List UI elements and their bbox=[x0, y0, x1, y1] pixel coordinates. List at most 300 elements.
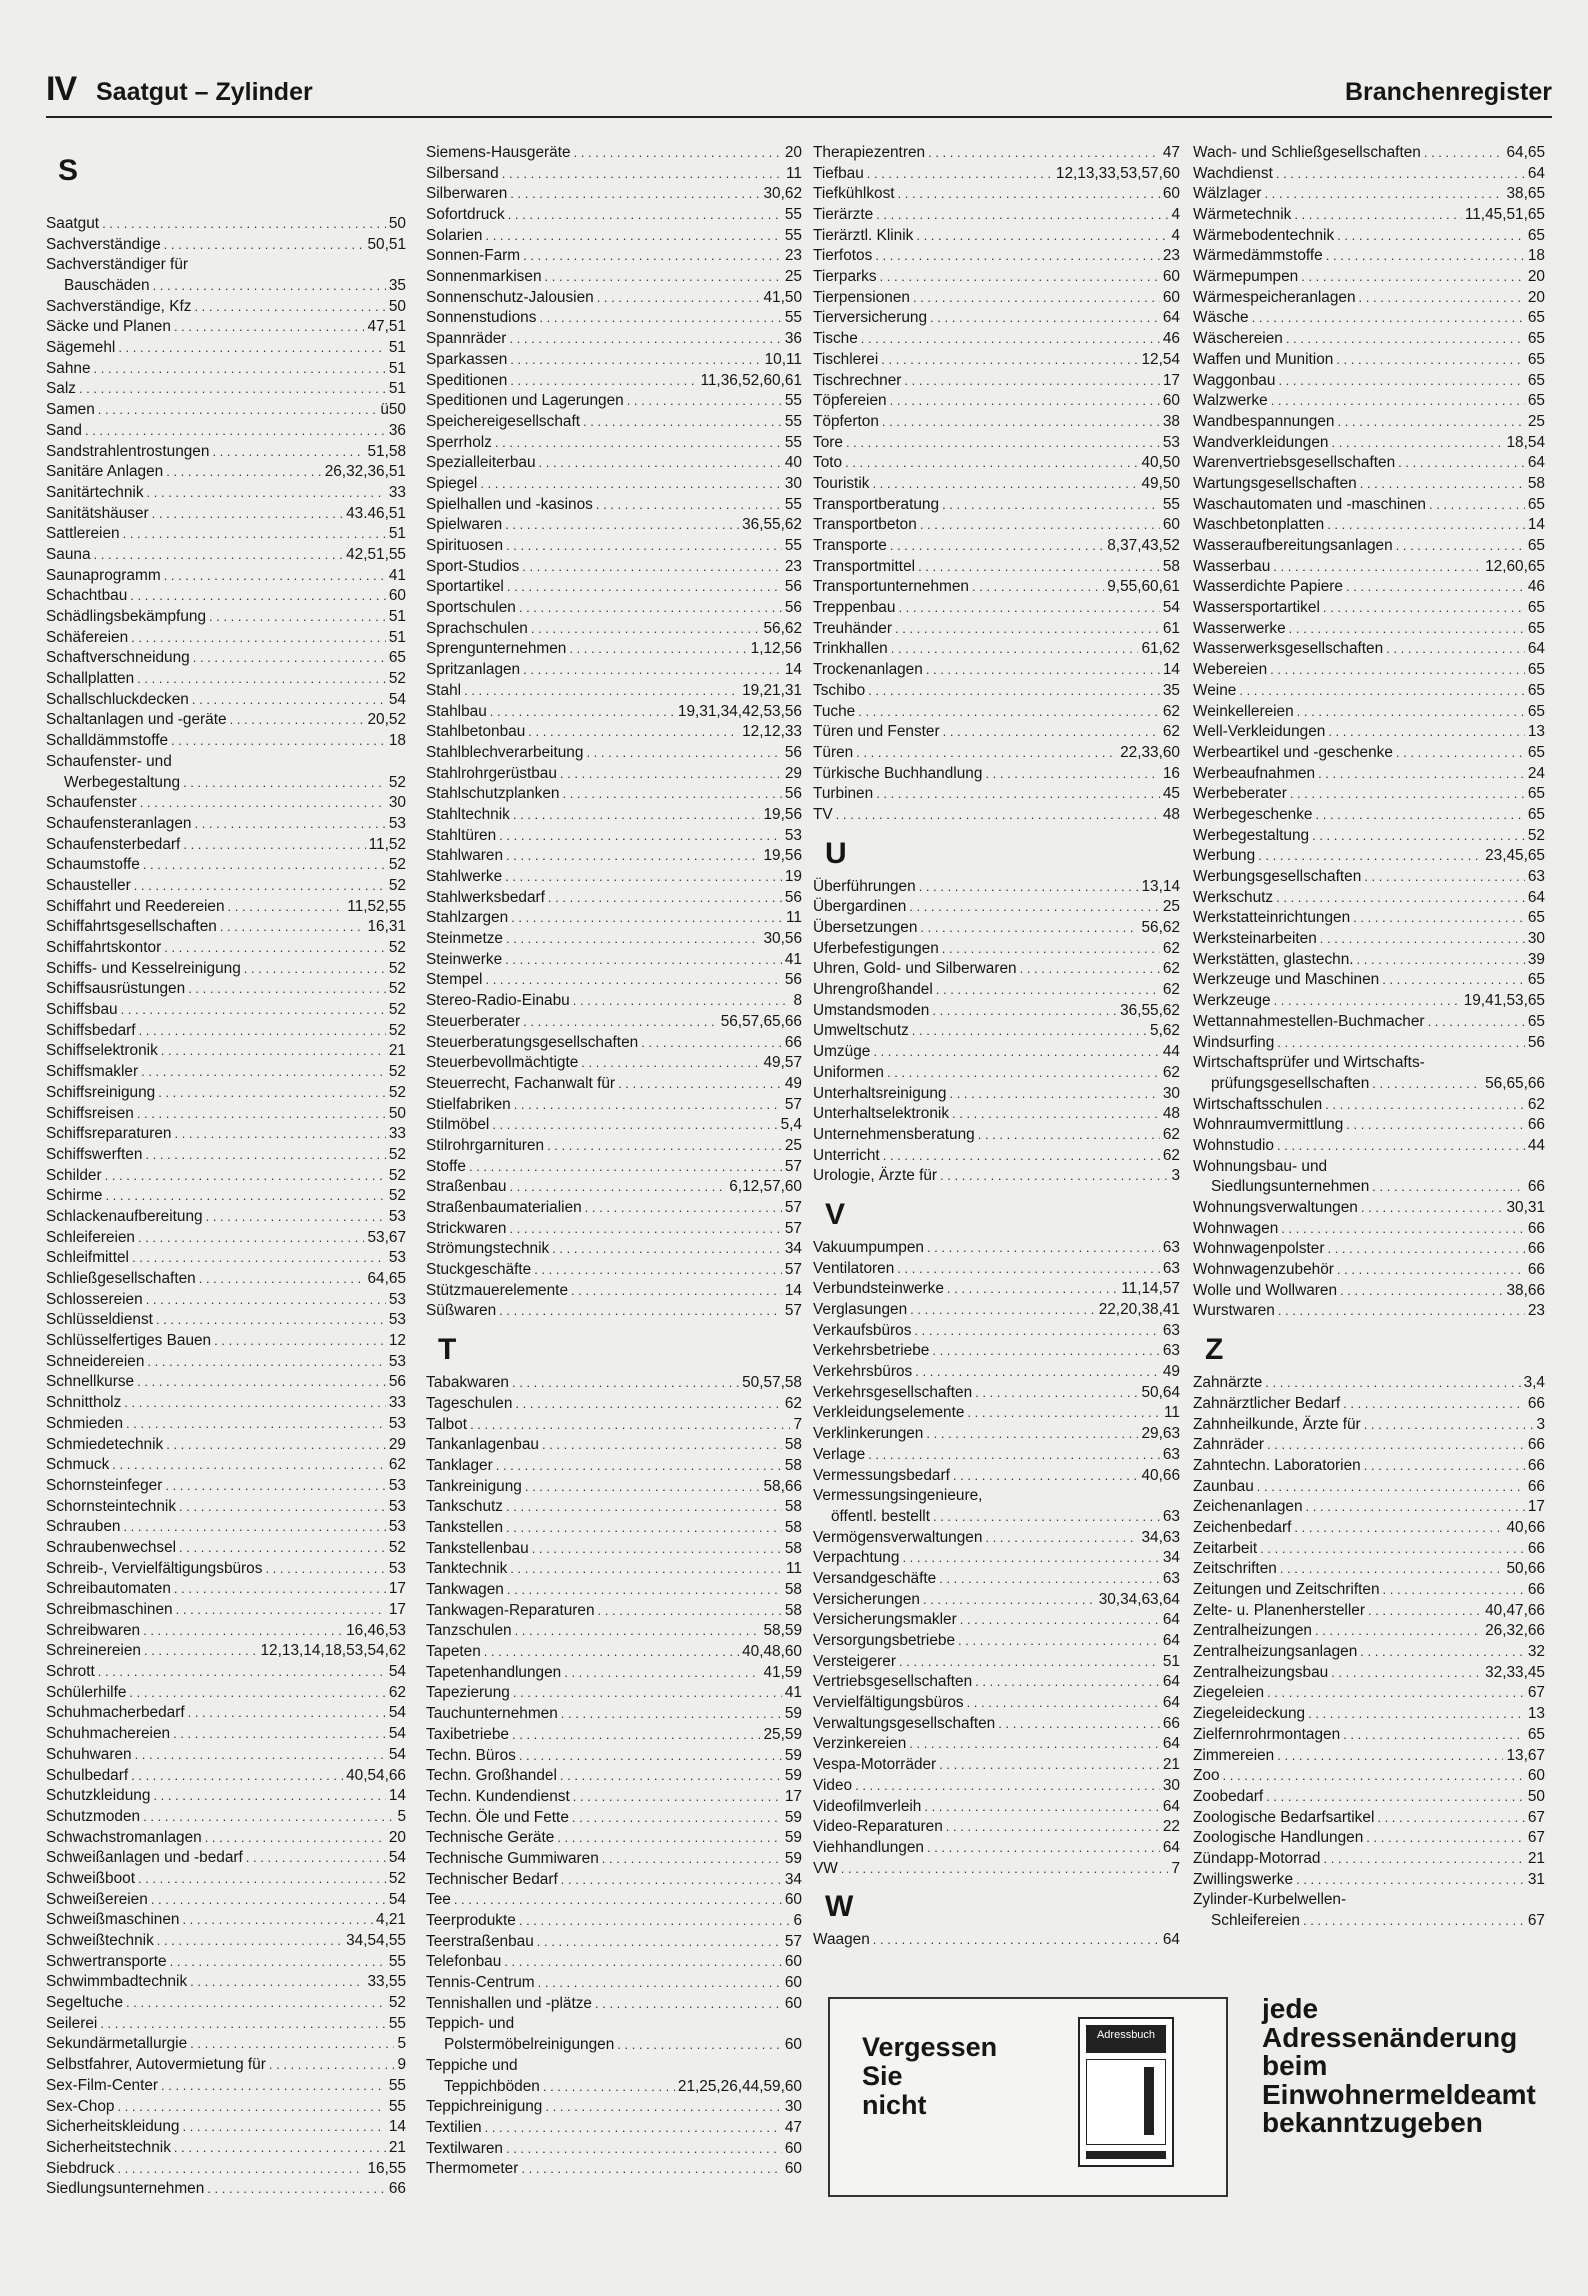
dot-leader bbox=[183, 773, 386, 794]
entry-name: Uhren, Gold- und Silberwaren bbox=[813, 960, 1017, 978]
index-entry bbox=[1193, 1435, 1545, 1456]
dot-leader bbox=[1372, 1177, 1525, 1198]
entry-pages: 63 bbox=[1162, 1259, 1180, 1277]
index-entry bbox=[46, 1497, 406, 1518]
entry-pages: 53 bbox=[388, 1497, 406, 1515]
index-entry bbox=[1193, 391, 1545, 412]
entry-pages: 51 bbox=[388, 608, 406, 626]
entry-name: Schiffselektronik bbox=[46, 1042, 158, 1060]
entry-pages: 40,54,66 bbox=[346, 1766, 406, 1784]
dot-leader bbox=[515, 1621, 761, 1642]
entry-pages: 59 bbox=[784, 1829, 802, 1847]
entry-pages: 52 bbox=[388, 1538, 406, 1556]
index-entry bbox=[46, 959, 406, 980]
index-entry bbox=[1193, 1033, 1545, 1054]
dot-leader bbox=[509, 1219, 781, 1240]
dot-leader bbox=[166, 462, 321, 483]
dot-leader bbox=[923, 1590, 1096, 1611]
entry-name: Verlage bbox=[813, 1445, 866, 1463]
dot-leader bbox=[131, 1766, 343, 1787]
entry-pages: 67 bbox=[1527, 1829, 1545, 1847]
dot-leader bbox=[543, 2077, 675, 2098]
index-entry bbox=[1193, 226, 1545, 247]
entry-name: Versandgeschäfte bbox=[813, 1569, 937, 1587]
entry-name: Segeltuche bbox=[46, 1994, 124, 2012]
entry-pages: 38,65 bbox=[1506, 185, 1545, 203]
index-entry bbox=[813, 877, 1180, 898]
dot-leader bbox=[1372, 1074, 1482, 1095]
dot-leader bbox=[499, 1301, 782, 1322]
dot-leader bbox=[1266, 1787, 1525, 1808]
dot-leader bbox=[230, 710, 365, 731]
entry-pages: 19,31,34,42,53,56 bbox=[677, 702, 802, 720]
dot-leader bbox=[105, 1166, 386, 1187]
entry-pages: 11,52 bbox=[368, 835, 406, 853]
dot-leader bbox=[523, 246, 782, 267]
entry-pages: 14 bbox=[1527, 516, 1545, 534]
dot-leader bbox=[105, 1186, 385, 1207]
entry-pages: 21 bbox=[1527, 1849, 1545, 1867]
entry-pages: 58 bbox=[1162, 557, 1180, 575]
index-entry bbox=[813, 184, 1180, 205]
dot-leader bbox=[583, 412, 782, 433]
dot-leader bbox=[890, 536, 1104, 557]
entry-pages: 55 bbox=[388, 1952, 406, 1970]
entry-name: Wasserwerksgesellschaften bbox=[1193, 640, 1384, 658]
index-entry bbox=[813, 1084, 1180, 1105]
entry-pages: 38,66 bbox=[1506, 1281, 1545, 1299]
entry-pages: 53 bbox=[388, 1476, 406, 1494]
index-entry bbox=[1193, 495, 1545, 516]
entry-pages: 62 bbox=[1162, 723, 1180, 741]
index-entry bbox=[1193, 722, 1545, 743]
entry-pages: 64 bbox=[1162, 1611, 1180, 1629]
dot-leader bbox=[1377, 1808, 1525, 1829]
dot-leader bbox=[914, 1321, 1159, 1342]
dot-leader bbox=[846, 433, 1160, 454]
entry-name: Bauschäden bbox=[64, 277, 150, 295]
dot-leader bbox=[510, 350, 761, 371]
index-entry bbox=[426, 971, 802, 992]
address-book-icon bbox=[1078, 2017, 1174, 2167]
entry-name: Teppichböden bbox=[444, 2077, 540, 2095]
dot-leader bbox=[564, 1663, 760, 1684]
index-entry bbox=[1193, 971, 1545, 992]
entry-pages: 34 bbox=[784, 1240, 802, 1258]
entry-name: Sprengunternehmen bbox=[426, 640, 567, 658]
entry-name: Straßenbau bbox=[426, 1178, 507, 1196]
index-entry bbox=[46, 1828, 406, 1849]
entry-name: Tankwagen bbox=[426, 1581, 504, 1599]
entry-pages: 20 bbox=[1527, 288, 1545, 306]
entry-pages: 50,51 bbox=[367, 235, 406, 253]
entry-name: Tuche bbox=[813, 702, 856, 720]
entry-name: Tankschutz bbox=[426, 1498, 503, 1516]
entry-name: Werkstatteinrichtungen bbox=[1193, 909, 1351, 927]
entry-name: Wirtschaftsprüfer und Wirtschafts- bbox=[1193, 1054, 1425, 1072]
entry-name: Wohnwagenpolster bbox=[1193, 1240, 1325, 1258]
dot-leader bbox=[512, 1725, 760, 1746]
dot-leader bbox=[899, 1652, 1160, 1673]
dot-leader bbox=[939, 1755, 1160, 1776]
index-entry bbox=[46, 545, 406, 566]
dot-leader bbox=[139, 1021, 386, 1042]
index-entry bbox=[813, 1569, 1180, 1590]
entry-pages: 66 bbox=[388, 2180, 406, 2198]
dot-leader bbox=[572, 1808, 782, 1829]
entry-pages: 52 bbox=[388, 1021, 406, 1039]
entry-name: Tierversicherung bbox=[813, 309, 928, 327]
entry-pages: 44 bbox=[1162, 1043, 1180, 1061]
entry-name: Schiffswerften bbox=[46, 1145, 143, 1163]
entry-name: Schiffahrt und Reedereien bbox=[46, 897, 225, 915]
entry-pages: 66 bbox=[1527, 1394, 1545, 1412]
entry-pages: 62 bbox=[1162, 960, 1180, 978]
entry-name: Salz bbox=[46, 380, 76, 398]
entry-name: Wälzlager bbox=[1193, 185, 1262, 203]
entry-pages: 62 bbox=[1162, 1125, 1180, 1143]
dot-leader bbox=[511, 908, 783, 929]
entry-name: Spielwaren bbox=[426, 516, 503, 534]
index-entry bbox=[813, 474, 1180, 495]
entry-pages: 38 bbox=[1162, 412, 1180, 430]
entry-name: Schlackenaufbereitung bbox=[46, 1207, 203, 1225]
entry-pages: 52 bbox=[388, 1187, 406, 1205]
dot-leader bbox=[880, 267, 1160, 288]
index-entry bbox=[813, 1063, 1180, 1084]
index-entry bbox=[813, 1590, 1180, 1611]
dot-leader bbox=[586, 743, 781, 764]
index-entry bbox=[813, 1838, 1180, 1859]
dot-leader bbox=[470, 1415, 790, 1436]
entry-name: Teppich- und bbox=[426, 2015, 515, 2033]
entry-name: Tierfotos bbox=[813, 247, 873, 265]
entry-name: Speditionen bbox=[426, 371, 508, 389]
dot-leader bbox=[143, 1621, 343, 1642]
index-entry bbox=[46, 1269, 406, 1290]
index-entry bbox=[426, 474, 802, 495]
entry-name: Töpfereien bbox=[813, 392, 887, 410]
entry-pages: 25 bbox=[784, 1136, 802, 1154]
entry-pages: 5 bbox=[397, 1807, 406, 1825]
index-entry bbox=[426, 784, 802, 805]
index-entry bbox=[46, 1207, 406, 1228]
index-entry bbox=[1193, 598, 1545, 619]
entry-name: Versicherungsmakler bbox=[813, 1611, 957, 1629]
entry-pages: 6,12,57,60 bbox=[729, 1178, 802, 1196]
entry-pages: 11 bbox=[786, 909, 802, 927]
entry-pages: 25,59 bbox=[763, 1725, 802, 1743]
index-entry bbox=[813, 557, 1180, 578]
index-entry bbox=[426, 577, 802, 598]
entry-pages: 53 bbox=[388, 1352, 406, 1370]
entry-pages: 12,12,33 bbox=[742, 723, 802, 741]
entry-pages: 52 bbox=[1527, 826, 1545, 844]
index-entry bbox=[426, 867, 802, 888]
entry-pages: 41 bbox=[388, 566, 406, 584]
dot-leader bbox=[933, 1507, 1160, 1528]
entry-name: Steuerrecht, Fachanwalt für bbox=[426, 1074, 616, 1092]
entry-name: Wohnungsbau- und bbox=[1193, 1157, 1328, 1175]
entry-name: Saunaprogramm bbox=[46, 566, 161, 584]
entry-name: Trockenanlagen bbox=[813, 661, 923, 679]
entry-name: Schmiedetechnik bbox=[46, 1435, 164, 1453]
entry-pages: 62 bbox=[1527, 1095, 1545, 1113]
dot-leader bbox=[495, 433, 782, 454]
entry-pages: 60 bbox=[388, 587, 406, 605]
index-entry bbox=[813, 143, 1180, 164]
entry-name: Uhrengroßhandel bbox=[813, 981, 933, 999]
index-entry bbox=[1193, 1849, 1545, 1870]
entry-name: Textilien bbox=[426, 2118, 482, 2136]
entry-name: Schiffsreisen bbox=[46, 1104, 134, 1122]
entry-pages: 46 bbox=[1527, 578, 1545, 596]
entry-pages: 66 bbox=[1527, 1116, 1545, 1134]
entry-pages: 48 bbox=[1162, 805, 1180, 823]
entry-pages: 66 bbox=[784, 1033, 802, 1051]
entry-name: Treuhänder bbox=[813, 619, 892, 637]
dot-leader bbox=[1277, 1033, 1525, 1054]
entry-pages: 49 bbox=[784, 1074, 802, 1092]
entry-pages: 11,52,55 bbox=[347, 897, 406, 915]
index-entry bbox=[46, 1393, 406, 1414]
entry-name: Schließgesellschaften bbox=[46, 1270, 196, 1288]
entry-name: Sachverständige bbox=[46, 235, 161, 253]
entry-name: Schweißtechnik bbox=[46, 1932, 154, 1950]
dot-leader bbox=[602, 1849, 782, 1870]
index-entry bbox=[426, 309, 802, 330]
dot-leader bbox=[1270, 660, 1525, 681]
entry-pages: 11,14,57 bbox=[1121, 1280, 1180, 1298]
entry-name: Sicherheitskleidung bbox=[46, 2118, 180, 2136]
entry-name: Verkehrsbetriebe bbox=[813, 1342, 930, 1360]
index-entry bbox=[1193, 433, 1545, 454]
index-entry bbox=[426, 1435, 802, 1456]
dot-leader bbox=[126, 1414, 386, 1435]
entry-name: VW bbox=[813, 1859, 838, 1877]
dot-leader bbox=[523, 660, 782, 681]
index-entry bbox=[813, 1466, 1180, 1487]
entry-name: Tiefbau bbox=[813, 164, 864, 182]
entry-name: Stuckgeschäfte bbox=[426, 1261, 532, 1279]
entry-name: Schlossereien bbox=[46, 1290, 143, 1308]
dot-leader bbox=[1280, 1559, 1504, 1580]
entry-pages: 65 bbox=[1527, 350, 1545, 368]
entry-name: Spezialleiterbau bbox=[426, 454, 536, 472]
index-entry bbox=[46, 214, 406, 235]
dot-leader bbox=[967, 1403, 1161, 1424]
index-entry bbox=[1193, 1053, 1545, 1074]
dot-leader bbox=[98, 1662, 386, 1683]
entry-pages: 66 bbox=[1527, 1539, 1545, 1557]
dot-leader bbox=[206, 1207, 386, 1228]
entry-pages: 36 bbox=[388, 421, 406, 439]
entry-pages: 55 bbox=[388, 2097, 406, 2115]
entry-pages: 54 bbox=[388, 1849, 406, 1867]
index-entry bbox=[1193, 1518, 1545, 1539]
dot-leader bbox=[134, 876, 386, 897]
entry-name: Sand bbox=[46, 421, 82, 439]
entry-name: Werbegestaltung bbox=[1193, 826, 1310, 844]
entry-name: Sonnenschutz-Jalousien bbox=[426, 288, 594, 306]
dot-leader bbox=[898, 598, 1159, 619]
dot-leader bbox=[534, 1260, 782, 1281]
entry-pages: 64 bbox=[1162, 309, 1180, 327]
dot-leader bbox=[947, 1279, 1118, 1300]
entry-name: Wärmetechnik bbox=[1193, 206, 1292, 224]
dot-leader bbox=[539, 453, 782, 474]
index-entry bbox=[813, 939, 1180, 960]
entry-pages: 26,32,66 bbox=[1485, 1622, 1545, 1640]
dot-leader bbox=[913, 288, 1160, 309]
entry-pages: 58 bbox=[784, 1498, 802, 1516]
entry-name: Stahlzargen bbox=[426, 909, 509, 927]
entry-name: Samen bbox=[46, 401, 95, 419]
dot-leader bbox=[205, 1828, 386, 1849]
index-entry bbox=[1193, 764, 1545, 785]
entry-name: Schreibautomaten bbox=[46, 1580, 171, 1598]
entry-pages: 55 bbox=[784, 433, 802, 451]
dot-leader bbox=[1315, 1621, 1482, 1642]
index-entry bbox=[1193, 867, 1545, 888]
dot-leader bbox=[214, 1331, 386, 1352]
index-entry bbox=[46, 1373, 406, 1394]
dot-leader bbox=[510, 184, 760, 205]
entry-pages: 54 bbox=[388, 1704, 406, 1722]
entry-pages: 12 bbox=[388, 1332, 406, 1350]
dot-leader bbox=[519, 1911, 791, 1932]
entry-pages: 52 bbox=[388, 1869, 406, 1887]
dot-leader bbox=[525, 1477, 761, 1498]
entry-name: Stahlwerke bbox=[426, 868, 503, 886]
dot-leader bbox=[904, 371, 1159, 392]
entry-name: Schaltanlagen und -geräte bbox=[46, 711, 227, 729]
entry-pages: 64 bbox=[1162, 1735, 1180, 1753]
entry-pages: 4 bbox=[1171, 206, 1180, 224]
entry-name: Saatgut bbox=[46, 214, 100, 232]
index-entry bbox=[426, 1746, 802, 1767]
entry-pages: 66 bbox=[1527, 1261, 1545, 1279]
entry-name: Wasserbau bbox=[1193, 557, 1271, 575]
dot-leader bbox=[174, 2138, 386, 2159]
entry-name: Walzwerke bbox=[1193, 392, 1268, 410]
entry-name: Wohnstudio bbox=[1193, 1136, 1274, 1154]
entry-name: Stahlbau bbox=[426, 702, 487, 720]
entry-pages: 60 bbox=[1162, 185, 1180, 203]
dot-leader bbox=[1316, 805, 1525, 826]
entry-name: Schilder bbox=[46, 1166, 102, 1184]
entry-pages: 53 bbox=[388, 1414, 406, 1432]
index-entry bbox=[1193, 1746, 1545, 1767]
dot-leader bbox=[1323, 598, 1525, 619]
dot-leader bbox=[873, 1042, 1160, 1063]
index-entry bbox=[46, 2179, 406, 2200]
index-entry bbox=[1193, 1684, 1545, 1705]
entry-pages: 17 bbox=[1527, 1498, 1545, 1516]
dot-leader bbox=[1327, 1239, 1524, 1260]
dot-leader bbox=[1318, 764, 1525, 785]
dot-leader bbox=[1301, 267, 1525, 288]
index-entry bbox=[426, 515, 802, 536]
index-entry bbox=[46, 1083, 406, 1104]
index-entry bbox=[46, 566, 406, 587]
dot-leader bbox=[531, 619, 761, 640]
index-entry bbox=[46, 276, 406, 297]
entry-pages: 65 bbox=[1527, 537, 1545, 555]
dot-leader bbox=[939, 1569, 1160, 1590]
index-entry bbox=[426, 205, 802, 226]
index-entry bbox=[426, 1932, 802, 1953]
entry-pages: 64 bbox=[1527, 888, 1545, 906]
entry-name: Schleifereien bbox=[1211, 1912, 1300, 1930]
entry-pages: 65 bbox=[1527, 681, 1545, 699]
entry-pages: 50,64 bbox=[1141, 1383, 1180, 1401]
dot-leader bbox=[978, 1125, 1160, 1146]
entry-pages: 9,55,60,61 bbox=[1107, 578, 1180, 596]
entry-name: Sanitäre Anlagen bbox=[46, 463, 164, 481]
index-entry bbox=[426, 1219, 802, 1240]
entry-name: Schutzmoden bbox=[46, 1807, 141, 1825]
index-entry bbox=[813, 433, 1180, 454]
dot-leader bbox=[190, 2034, 394, 2055]
entry-name: Schiffahrtsgesellschaften bbox=[46, 918, 217, 936]
index-entry bbox=[426, 1394, 802, 1415]
index-entry bbox=[46, 855, 406, 876]
entry-pages: 55 bbox=[388, 2076, 406, 2094]
entry-pages: 14 bbox=[1162, 661, 1180, 679]
entry-pages: 30 bbox=[1162, 1776, 1180, 1794]
dot-leader bbox=[130, 586, 386, 607]
index-entry bbox=[813, 1321, 1180, 1342]
entry-pages: 23 bbox=[784, 557, 802, 575]
entry-name: Zeitschriften bbox=[1193, 1560, 1277, 1578]
entry-pages: 66 bbox=[1527, 1477, 1545, 1495]
entry-name: Vervielfältigungsbüros bbox=[813, 1694, 964, 1712]
entry-name: Talbot bbox=[426, 1415, 468, 1433]
dot-leader bbox=[1258, 846, 1482, 867]
index-entry bbox=[1193, 1157, 1545, 1178]
dot-leader bbox=[522, 557, 782, 578]
entry-pages: 8,37,43,52 bbox=[1107, 537, 1180, 555]
dot-leader bbox=[1357, 950, 1525, 971]
entry-name: Techn. Großhandel bbox=[426, 1767, 557, 1785]
entry-pages: 53 bbox=[388, 1207, 406, 1225]
dot-leader bbox=[140, 793, 386, 814]
entry-pages: 18,54 bbox=[1506, 433, 1545, 451]
entry-name: Schuhmachereien bbox=[46, 1725, 171, 1743]
index-entry bbox=[426, 1302, 802, 1323]
entry-pages: 57 bbox=[784, 1932, 802, 1950]
entry-name: Viehhandlungen bbox=[813, 1838, 924, 1856]
address-book-ad bbox=[828, 1997, 1228, 2197]
index-entry bbox=[813, 1610, 1180, 1631]
index-entry bbox=[46, 1848, 406, 1869]
dot-leader bbox=[1306, 1497, 1525, 1518]
entry-pages: 62 bbox=[1162, 981, 1180, 999]
entry-pages: 60 bbox=[1162, 288, 1180, 306]
index-entry bbox=[1193, 1456, 1545, 1477]
entry-name: Tore bbox=[813, 433, 843, 451]
index-entry bbox=[1193, 1911, 1545, 1932]
index-entry bbox=[426, 391, 802, 412]
entry-pages: 19 bbox=[784, 868, 802, 886]
entry-name: Zoo bbox=[1193, 1767, 1220, 1785]
index-entry bbox=[1193, 1787, 1545, 1808]
entry-pages: 50 bbox=[388, 1104, 406, 1122]
entry-name: Therapiezentren bbox=[813, 143, 926, 161]
dot-leader bbox=[891, 639, 1139, 660]
entry-pages: 59 bbox=[784, 1705, 802, 1723]
